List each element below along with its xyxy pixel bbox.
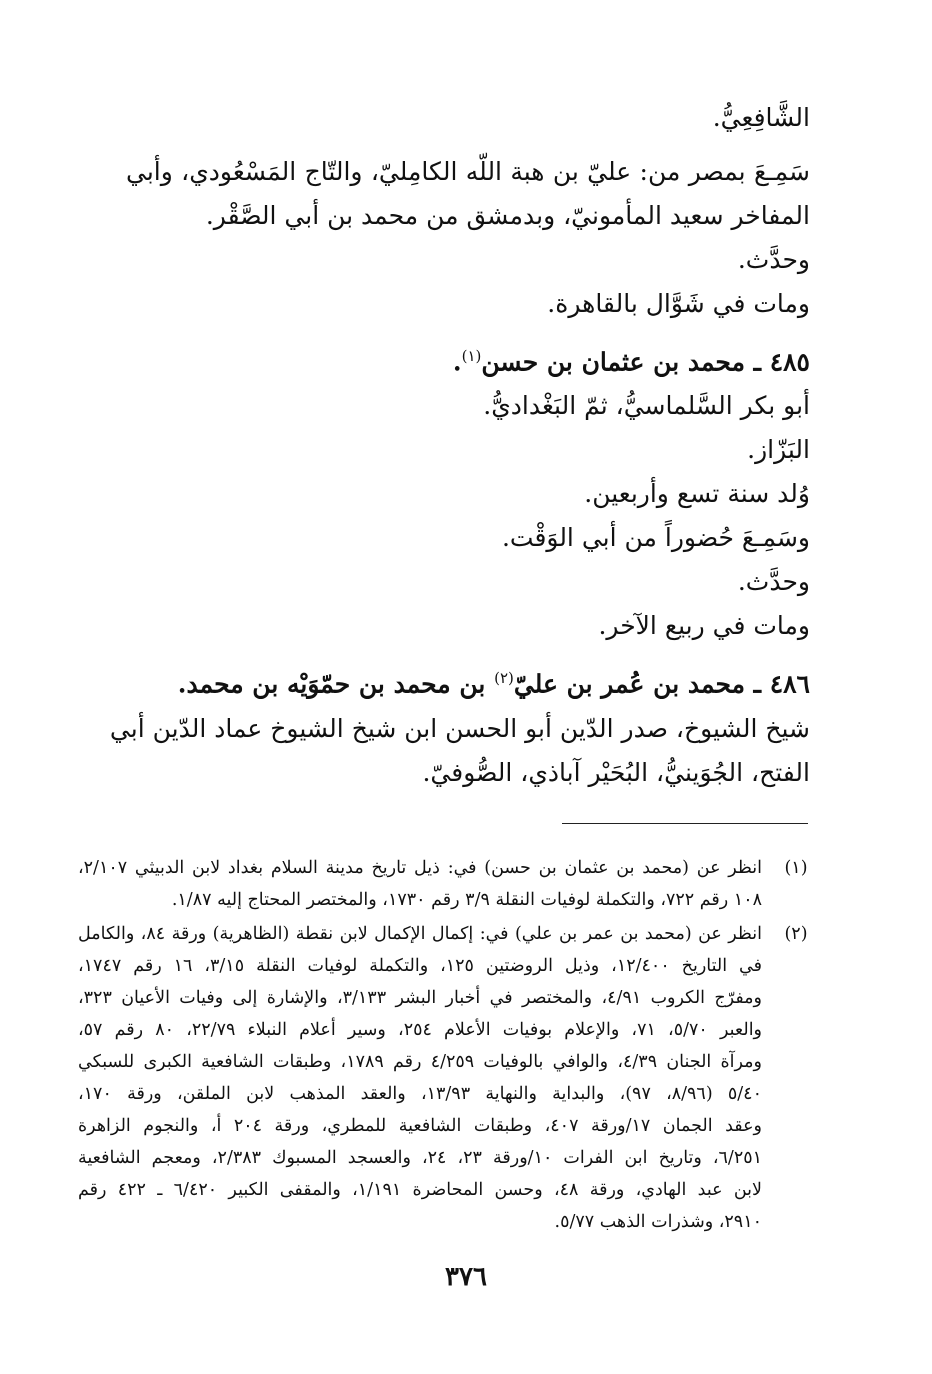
footnote-separator [562,823,808,824]
footnote-line: في التاريخ ١٢/٤٠٠، وذيل الروضتين ١٢٥، والتكملة لوفيات النقلة ٣/١٥، ١٦ رقم ١٧٤٧، [78,956,762,976]
footnotes [78,852,818,1240]
text-line: أبو بكر السَّلماسيُّ، ثمّ البَغْداديُّ. [483,391,810,421]
entry-heading-end: بن محمد بن حمّوَيْه بن محمد. [177,669,495,699]
text-line: ومات في شَوَّال بالقاهرة. [547,289,810,318]
text-line: وحدَّث. [737,245,810,274]
text-line: شيخ الشيوخ، صدر الدّين أبو الحسن ابن شيخ الشيوخ عماد الدّين أبي [109,713,810,743]
main-text [109,96,810,795]
text-line: وُلد سنة تسع وأربعين. [584,479,810,509]
text-line: ومات في ربيع الآخر. [598,611,810,641]
text-line: البَزّاز. [747,435,810,465]
footnote-1 [78,852,818,916]
entry-heading-486 [126,656,810,706]
page-number: ٣٧٦ [445,1262,487,1292]
entry-heading-485 [126,334,810,384]
text-line: وسَمِـعَ حُضوراً من أبي الوَقْت. [501,523,810,553]
footnote-line: انظر عن (محمد بن عمر بن علي) في: إكمال الإكمال لابن نقطة (الظاهرية) ورقة ٨٤، والكامل [78,924,763,944]
entry-heading-end: . [452,347,462,377]
footnote-ref: (١) [461,347,482,365]
text-line: الشَّافِعِيُّ. [712,103,810,132]
text-line: المفاخر سعيد المأمونيّ، وبدمشق من محمد بن أبي الصَّقْر. [205,201,810,230]
footnote-number: (١) [784,858,808,878]
footnote-line: ١٠٨ رقم ٧٢٢، والتكملة لوفيات النقلة ٣/٩ رقم ١٧٣٠، والمختصر المحتاج إليه ١/٨٧. [171,890,762,910]
entry-heading-text: ٤٨٦ ـ محمد بن عُمر بن عليّ [513,669,810,699]
text-line: سَمِـعَ بمصر من: عليّ بن هبة اللّه الكامِليّ، والتّاج المَسْعُودي، وأبي [126,157,810,186]
entry-heading-text: ٤٨٥ ـ محمد بن عثمان بن حسن [481,347,810,377]
footnote-line: انظر عن (محمد بن عثمان بن حسن) في: ذيل تاريخ مدينة السلام بغداد لابن الدبيثي ٢/١٠٧، [78,858,762,878]
footnote-2 [78,918,818,1238]
footnote-line: ومفرّج الكروب ٤/٩١، والمختصر في أخبار البشر ٣/١٣٣، والإشارة إلى وفيات الأعيان ٣٢٣، [78,988,763,1008]
footnote-number: (٢) [784,924,808,944]
footnote-line: لابن عبد الهادي، ورقة ٤٨، وحسن المحاضرة ١/١٩١، والمقفى الكبير ٦/٤٢٠ ـ ٤٢٢ رقم [78,1180,763,1200]
text-line: وحدَّث. [737,567,810,597]
footnote-line: وعقد الجمان ١٧/ورقة ٤٠٧، وطبقات الشافعية للمطري، ورقة ٢٠٤ أ، والنجوم الزاهرة [78,1116,762,1136]
footnote-line: ٦/٢٥١، وتاريخ ابن الفرات ١٠/ورقة ٢٣، ٢٤، والعسجد المسبوك ٢/٣٨٣، ومعجم الشافعية [78,1148,763,1168]
footnote-line: ومرآة الجنان ٤/٣٩، والوافي بالوفيات ٤/٢٥٩ رقم ١٧٨٩، وطبقات الشافعية الكبرى للسبكي [78,1052,762,1072]
footnote-line: ٥/٤٠ (٨/٩٦، ٩٧)، والبداية والنهاية ١٣/٩٣، والعقد المذهب لابن الملقن، ورقة ١٧٠، [78,1084,762,1104]
footnote-line: والعبر ٥/٧٠، ٧١، والإعلام بوفيات الأعلام ٢٥٤، وسير أعلام النبلاء ٢٢/٧٩، ٨٠ رقم ٥٧، [78,1020,763,1040]
footnote-line: ٢٩١٠، وشذرات الذهب ٥/٧٧. [554,1212,762,1232]
text-line: الفتح، الجُوَينيُّ، البُحَيْر آباذي، الصُّوفيّ. [422,757,810,787]
footnote-ref: (٢) [494,669,514,688]
